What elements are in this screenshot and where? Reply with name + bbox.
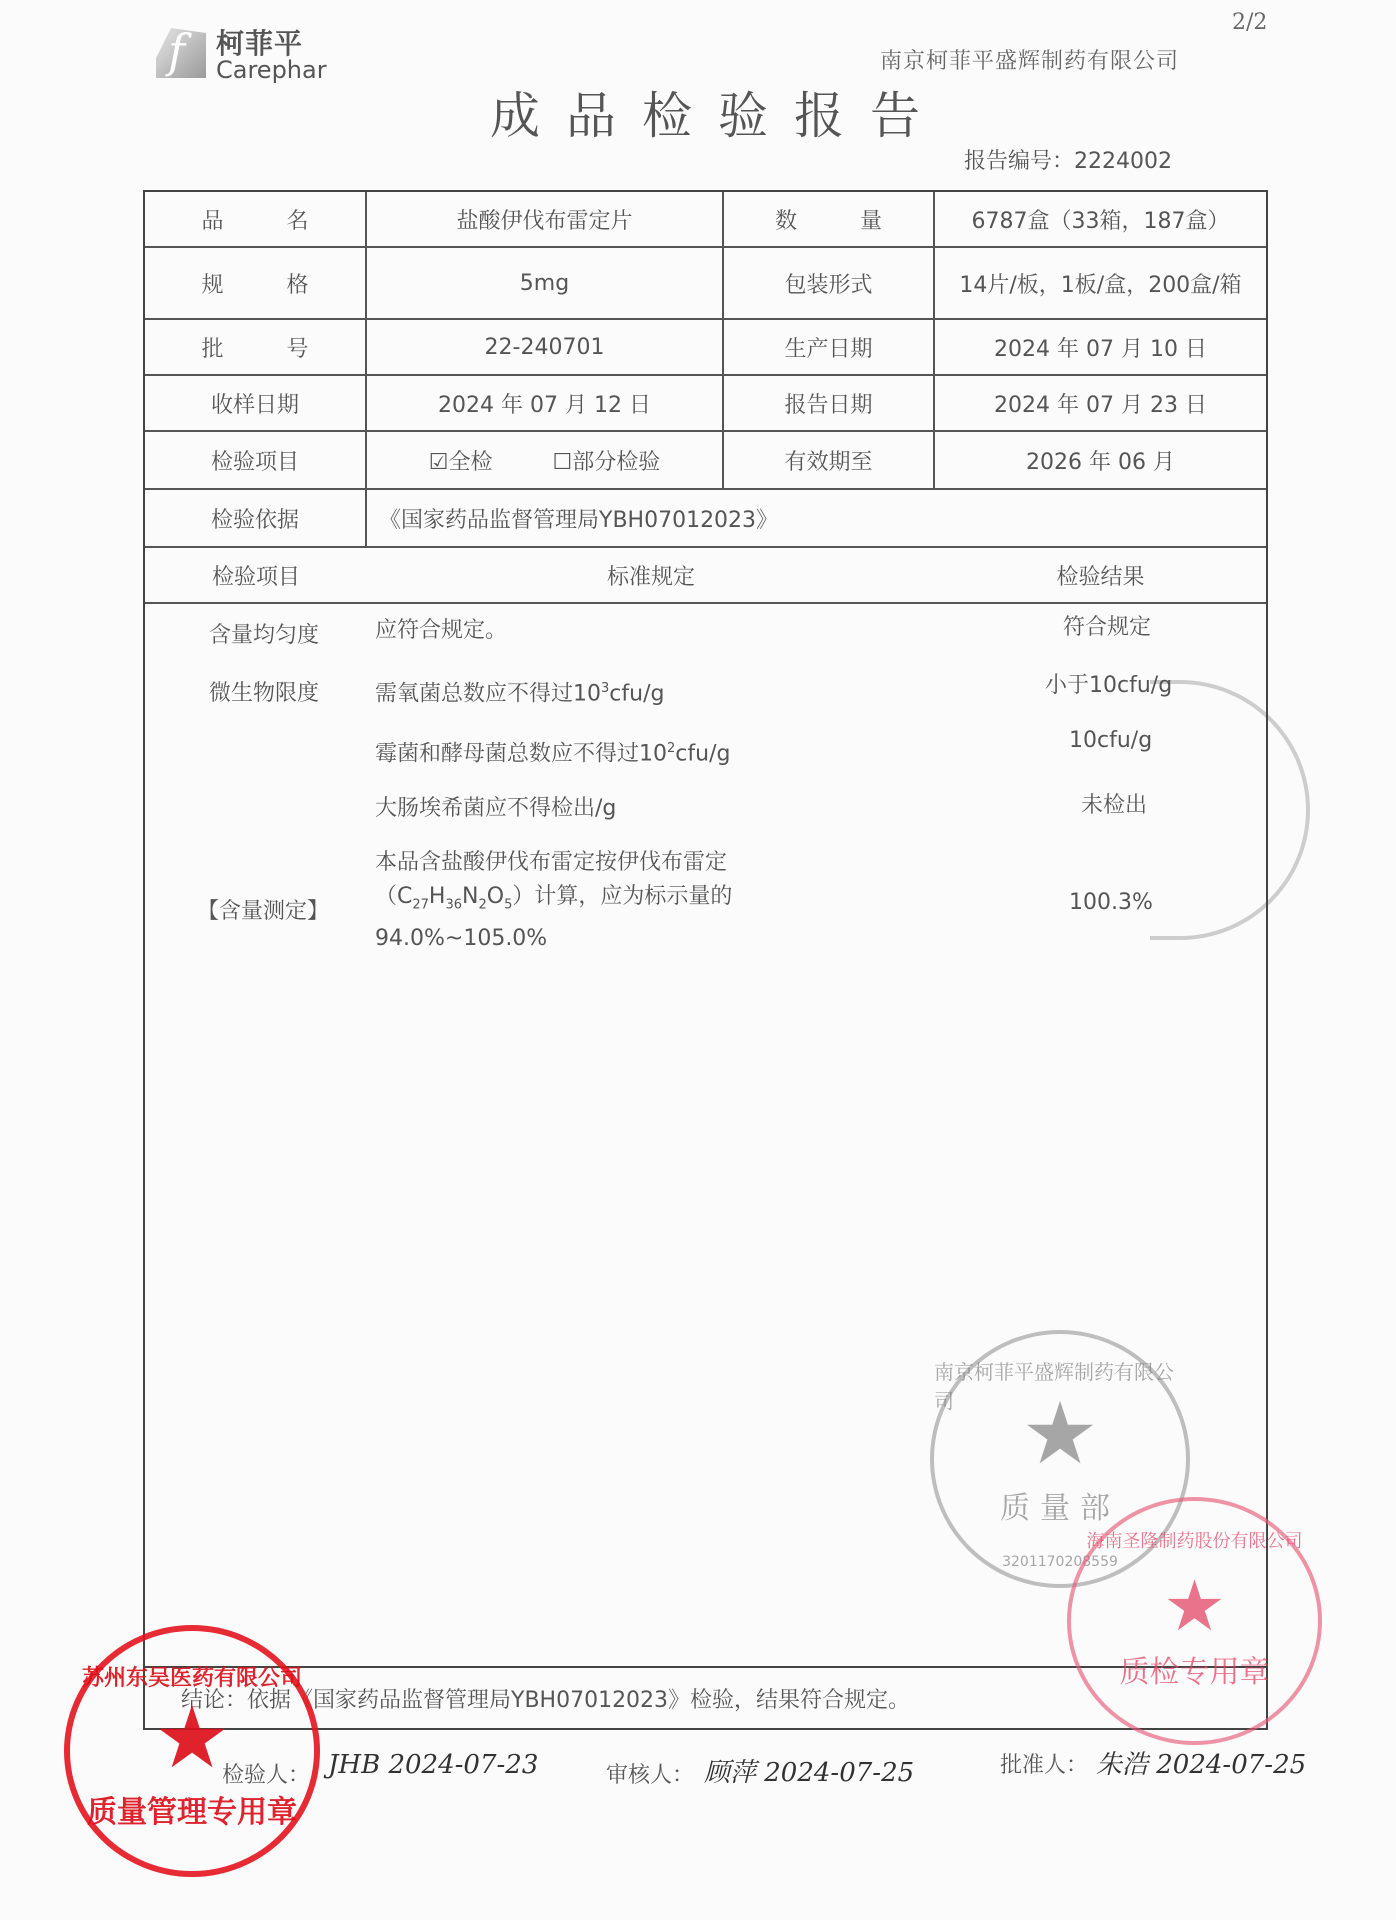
header-result: 检验结果 xyxy=(1056,564,1145,590)
result-item: 含量均匀度 xyxy=(209,623,320,648)
logo-en-text: Carephar xyxy=(216,56,327,84)
qc-stamp xyxy=(1067,1497,1322,1745)
row-batch xyxy=(145,320,1266,376)
report-date-value: 2024 年 07 月 23 日 xyxy=(994,392,1207,418)
row-inspection-items xyxy=(145,432,1266,490)
result-value: 符合规定 xyxy=(1063,615,1152,640)
batch-value: 22-240701 xyxy=(367,320,724,374)
result-standard: 本品含盐酸伊伐布雷定按伊伐布雷定 $(C_{27}H_{36}N_2O_5)$计算，应为标示量的 94.0%~105.0% xyxy=(375,850,733,952)
product-name-label: 品 名 xyxy=(145,192,367,246)
production-date-value: 2024 年 07 月 10 日 xyxy=(994,336,1207,362)
approver-signature: 朱浩 2024-07-25 xyxy=(1096,1750,1307,1780)
inspection-scope xyxy=(367,432,724,488)
report-number-value: 2224002 xyxy=(1074,149,1172,174)
result-standard: 需氧菌总数应不得过$10^3cfu/g$ xyxy=(375,681,665,707)
sample-date-label: 收样日期 xyxy=(145,376,367,430)
reviewer-signature: 顾萍 2024-07-25 xyxy=(704,1758,915,1788)
stamp-label: 质量管理专用章 xyxy=(87,1795,297,1830)
batch-label: 批 号 xyxy=(145,320,367,374)
result-item: 微生物限度 xyxy=(209,681,320,706)
company-logo xyxy=(150,18,330,82)
spec-label: 规 格 xyxy=(145,248,367,318)
quantity-label: 数 量 xyxy=(724,192,935,246)
result-standard: 大肠埃希菌应不得检出/g xyxy=(375,796,617,821)
full-check-checkbox: ☑全检 xyxy=(428,449,493,475)
packaging-value: 14片/板，1板/盒，200盒/箱 xyxy=(959,272,1242,298)
conclusion: 结论：依据《国家药品监督管理局YBH07012023》检验，结果符合规定。 xyxy=(181,1687,911,1713)
page-number: 2/2 xyxy=(1232,10,1268,35)
packaging-label: 包装形式 xyxy=(724,248,935,318)
spec-value: 5mg xyxy=(367,248,724,318)
quantity-value: 6787盒（33箱，187盒） xyxy=(971,208,1230,234)
result-item: 【含量测定】 xyxy=(197,899,330,924)
star-icon: ★ xyxy=(1163,1565,1226,1647)
header-standard: 标准规定 xyxy=(606,564,695,590)
logo-cn-text: 柯菲平 xyxy=(216,27,304,60)
stamp-ring-text: 南京柯菲平盛辉制药有限公司 xyxy=(934,1360,1174,1413)
report-number xyxy=(964,144,1172,175)
sample-date-value: 2024 年 07 月 12 日 xyxy=(367,376,724,430)
result-value: 小于10cfu/g xyxy=(1045,673,1173,698)
document-title: 成品检验报告 xyxy=(490,87,946,145)
expiry-value: 2026 年 06 月 xyxy=(1026,449,1175,475)
logo-glyph: f xyxy=(168,24,186,78)
product-name-value: 盐酸伊伐布雷定片 xyxy=(367,192,724,246)
result-value: 未检出 xyxy=(1081,793,1148,818)
quality-management-stamp xyxy=(64,1625,320,1877)
row-product-name xyxy=(145,192,1266,248)
header-item: 检验项目 xyxy=(211,564,300,590)
company-name: 南京柯菲平盛辉制药有限公司 xyxy=(880,49,1180,74)
result-value: 10cfu/g xyxy=(1069,728,1153,753)
row-spec xyxy=(145,248,1266,320)
inspector-label: 检验人： xyxy=(222,1763,311,1788)
row-dates xyxy=(145,376,1266,432)
report-number-label: 报告编号： xyxy=(964,149,1075,174)
expiry-label: 有效期至 xyxy=(724,432,935,488)
star-icon: ★ xyxy=(153,1688,231,1788)
stamp-label: 质量部 xyxy=(1000,1491,1120,1526)
results-header xyxy=(145,548,1266,604)
basis-value: 《国家药品监督管理局YBH07012023》 xyxy=(379,507,779,533)
row-basis xyxy=(145,490,1266,548)
result-standard: 霉菌和酵母菌总数应不得过$10^2cfu/g$ xyxy=(375,741,731,767)
result-value: 100.3% xyxy=(1069,890,1153,915)
stamp-label: 质检专用章 xyxy=(1119,1655,1270,1690)
reviewer-label: 审核人： xyxy=(606,1763,695,1788)
partial-check-checkbox: ☐部分检验 xyxy=(552,449,661,475)
report-date-label: 报告日期 xyxy=(724,376,935,430)
result-standard: 应符合规定。 xyxy=(375,618,508,643)
stamp-ring-text: 苏州东吴医药有限公司 xyxy=(81,1666,302,1691)
basis-label: 检验依据 xyxy=(145,490,367,546)
inspection-items-label: 检验项目 xyxy=(145,432,367,488)
stamp-code: 3201170208559 xyxy=(1002,1554,1118,1570)
production-date-label: 生产日期 xyxy=(724,320,935,374)
stamp-ring-text: 海南圣隆制药股份有限公司 xyxy=(1086,1531,1303,1552)
approver-label: 批准人： xyxy=(1000,1753,1089,1778)
star-icon: ★ xyxy=(1021,1384,1099,1484)
inspector-signature: JHB 2024-07-23 xyxy=(328,1750,539,1780)
